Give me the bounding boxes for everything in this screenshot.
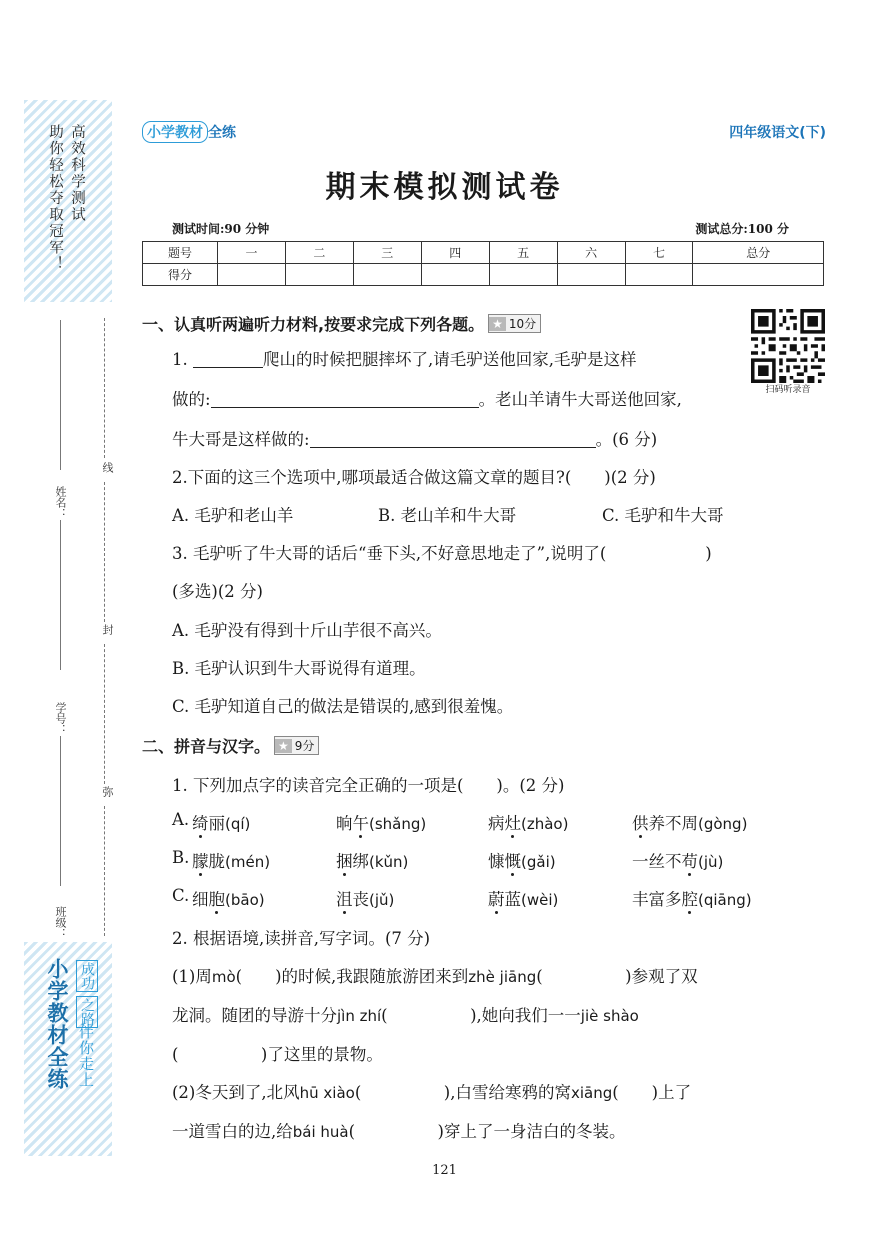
s1-q1-text4: 牛大哥是这样做的:: [172, 430, 310, 449]
s1-q1-blank1[interactable]: [193, 351, 263, 368]
s2-q1-option-b-label[interactable]: B.: [172, 848, 190, 867]
score-header-cell: 六: [557, 242, 625, 264]
pinyin: hū xiào: [299, 1084, 355, 1102]
s1-q1-text5: 。(6 分): [595, 430, 658, 449]
s2-q1-c-item2: [336, 886, 394, 910]
s2-q2-para1-line1: [172, 963, 698, 987]
s2-q1-a-item3: [488, 810, 568, 834]
plain-char: 一丝不: [632, 852, 682, 871]
dotted-char: 朦: [192, 852, 209, 871]
plain-char: 蓝: [504, 890, 521, 909]
s2-q1-c-item3: [488, 886, 558, 910]
test-time: 测试时间:90 分钟: [172, 222, 270, 236]
dotted-char: 胞: [208, 890, 225, 909]
score-cell[interactable]: [421, 264, 489, 286]
s2-q2: 2. 根据语境,读拼音,写字词。(7 分): [172, 929, 431, 948]
s1-q3-option-a[interactable]: A. 毛驴没有得到十斤山芋很不高兴。: [172, 621, 442, 640]
s2-text: ( ),白雪给寒鸦的窝: [354, 1083, 571, 1102]
cut-line-mid: [104, 482, 105, 622]
score-header-cell: 三: [353, 242, 421, 264]
score-row-label: 得分: [143, 264, 218, 286]
id-field-line: [60, 736, 61, 886]
cut-mark-1: 线: [101, 462, 114, 473]
s2-q1-b-item2: [336, 848, 408, 872]
dotted-char: 慨: [504, 852, 521, 871]
grade-label: 四年级语文(下): [729, 125, 826, 141]
s1-q2-option-a[interactable]: A. 毛驴和老山羊: [172, 506, 294, 525]
s1-q2: 2.下面的这三个选项中,哪项最适合做这篇文章的题目?( )(2 分): [172, 468, 656, 487]
s2-q1-option-a-label[interactable]: A.: [172, 810, 190, 829]
dotted-char: 捆: [336, 852, 353, 871]
score-header-cell: 一: [218, 242, 286, 264]
s2-text: ( )参观了双: [536, 967, 698, 986]
pinyin: (mén): [225, 853, 271, 871]
s1-q1-blank3[interactable]: [310, 431, 596, 448]
section2-points: 9分: [294, 739, 315, 753]
star-icon: ★: [275, 739, 292, 753]
dotted-char: 苟: [681, 852, 698, 871]
brand-logo-pill: 小学教材: [142, 121, 208, 143]
s2-text: ( )的时候,我跟随旅游团来到: [235, 967, 469, 986]
cut-line-bottom: [104, 806, 105, 936]
pinyin: mò: [211, 968, 236, 986]
plain-char: 晌: [336, 814, 353, 833]
s2-text: (1)周: [172, 967, 212, 986]
cut-mark-2: 封: [101, 624, 114, 635]
s2-q2-para1-line2: [172, 1002, 639, 1026]
s2-q1-option-c-label[interactable]: C.: [172, 886, 190, 905]
qr-code-icon[interactable]: [751, 308, 825, 384]
plain-char: 丽: [208, 814, 225, 833]
sidebar-brand-sub: 伴你走上: [77, 1024, 95, 1088]
name-field-line-lower: [60, 520, 61, 670]
score-header-cell: 七: [625, 242, 693, 264]
section1-heading: [142, 312, 541, 335]
plain-char: 丧: [352, 890, 369, 909]
s2-q1-b-item1: [192, 848, 270, 872]
s2-q1-c-item1: [192, 886, 265, 910]
pinyin: (qí): [225, 815, 251, 833]
pinyin: zhè jiāng: [468, 968, 537, 986]
s1-q3-option-b[interactable]: B. 毛驴认识到牛大哥说得有道理。: [172, 659, 426, 678]
test-total: 测试总分:100 分: [695, 222, 789, 236]
section1-points-badge: [488, 314, 541, 333]
s1-q2-option-b[interactable]: B. 老山羊和牛大哥: [378, 506, 517, 525]
s2-q1-a-item1: [192, 810, 250, 834]
pinyin: bái huà: [292, 1123, 349, 1141]
dotted-char: 绮: [192, 814, 209, 833]
score-cell[interactable]: [693, 264, 824, 286]
s1-q3-note: (多选)(2 分): [172, 582, 263, 601]
score-table-score-row: [143, 264, 824, 286]
score-cell[interactable]: [557, 264, 625, 286]
s2-q2-para2-line2: [172, 1118, 625, 1142]
page-number: 121: [432, 1163, 457, 1178]
pinyin: (qiāng): [698, 891, 752, 909]
s2-q1-a-item2: [336, 810, 426, 834]
dotted-char: 午: [352, 814, 369, 833]
s1-q2-option-c[interactable]: C. 毛驴和牛大哥: [602, 506, 724, 525]
pinyin: (bāo): [225, 891, 265, 909]
pinyin: jìn zhí: [337, 1007, 382, 1025]
s2-q1-a-item4: [632, 810, 747, 834]
s1-q1-line3: [172, 426, 657, 450]
star-icon: ★: [489, 317, 506, 331]
score-table: [142, 241, 824, 286]
pinyin: xiāng: [570, 1084, 613, 1102]
score-cell[interactable]: [285, 264, 353, 286]
class-field-label: 班级：: [54, 906, 67, 939]
score-cell[interactable]: [218, 264, 286, 286]
pinyin: (gǎi): [521, 853, 556, 871]
plain-char: 细: [192, 890, 209, 909]
s1-q1-text3: 。老山羊请牛大哥送他回家,: [478, 390, 682, 409]
s2-text: 龙洞。随团的导游十分: [172, 1006, 337, 1025]
section2-points-badge: [274, 736, 319, 755]
dotted-char: 灶: [504, 814, 521, 833]
s2-text: ( )上了: [612, 1083, 692, 1102]
pinyin: jiè shào: [580, 1007, 639, 1025]
id-field-label: 学号：: [54, 702, 67, 735]
score-header-cell: 二: [285, 242, 353, 264]
score-header-cell: 题号: [143, 242, 218, 264]
plain-char: 丰富多: [632, 890, 682, 909]
name-field-label: 姓名：: [54, 486, 67, 519]
sidebar-slogan-line1: 高效科学测试: [69, 124, 85, 223]
s2-q2-para2-line1: [172, 1079, 691, 1103]
dotted-char: 蔚: [488, 890, 505, 909]
s2-text: (2)冬天到了,北风: [172, 1083, 300, 1102]
s2-text: ( ),她向我们一一: [381, 1006, 581, 1025]
section1-title: 一、认真听两遍听力材料,按要求完成下列各题。: [142, 315, 485, 334]
plain-char: 养不周: [648, 814, 698, 833]
sidebar-brand-main: 小学教材全练: [45, 958, 69, 1090]
s2-q1-b-item4: [632, 848, 723, 872]
score-cell[interactable]: [353, 264, 421, 286]
pinyin: (shǎng): [369, 815, 427, 833]
pinyin: (kǔn): [369, 853, 409, 871]
dotted-char: 沮: [336, 890, 353, 909]
sidebar-brand-box-2: 之路: [76, 996, 98, 1028]
name-field-line: [60, 320, 61, 470]
cut-line-mid2: [104, 644, 105, 784]
score-cell[interactable]: [489, 264, 557, 286]
sidebar-brand-box-1: 成功: [76, 960, 98, 992]
pinyin: (wèi): [521, 891, 559, 909]
qr-caption: 扫码听录音: [765, 385, 811, 395]
s1-q3-option-c[interactable]: C. 毛驴知道自己的做法是错误的,感到很羞愧。: [172, 697, 514, 716]
brand-logo-text: 全练: [208, 125, 236, 141]
s1-q1-text2: 做的:: [172, 390, 211, 409]
pinyin: (zhào): [521, 815, 569, 833]
brand-logo: [142, 121, 236, 143]
s1-q3: 3. 毛驴听了牛大哥的话后“垂下头,不好意思地走了”,说明了( ): [172, 544, 712, 563]
cut-line-top: [104, 318, 105, 458]
s2-q2-para1-line3: ( )了这里的景物。: [172, 1045, 383, 1064]
page-title: 期末模拟测试卷: [325, 170, 564, 205]
score-header-cell: 总分: [693, 242, 824, 264]
pinyin: (jǔ): [369, 891, 395, 909]
dotted-char: 腔: [681, 890, 698, 909]
plain-char: 胧: [208, 852, 225, 871]
s1-q1-line2: [172, 386, 682, 410]
s2-q1-b-item3: [488, 848, 556, 872]
section1-points: 10分: [508, 317, 537, 331]
score-header-cell: 四: [421, 242, 489, 264]
s2-q1-c-item4: [632, 886, 752, 910]
cut-mark-3: 弥: [101, 786, 114, 797]
score-table-header-row: [143, 242, 824, 264]
pinyin: (gòng): [698, 815, 748, 833]
s1-q1-number: 1.: [172, 350, 188, 369]
plain-char: 绑: [352, 852, 369, 871]
section2-heading: [142, 734, 319, 757]
s2-text: ( )穿上了一身洁白的冬装。: [348, 1122, 626, 1141]
s2-q1: 1. 下列加点字的读音完全正确的一项是( )。(2 分): [172, 776, 565, 795]
score-header-cell: 五: [489, 242, 557, 264]
pinyin: (jù): [698, 853, 724, 871]
sidebar-slogan-line2: 助你轻松夺取冠军！: [47, 124, 63, 273]
s1-q1-text1: 爬山的时候把腿摔坏了,请毛驴送他回家,毛驴是这样: [263, 350, 637, 369]
s2-text: 一道雪白的边,给: [172, 1122, 293, 1141]
plain-char: 病: [488, 814, 505, 833]
plain-char: 慷: [488, 852, 505, 871]
s1-q1-blank2[interactable]: [211, 391, 479, 408]
section2-title: 二、拼音与汉字。: [142, 737, 271, 756]
dotted-char: 供: [632, 814, 649, 833]
s1-q1-line1: [172, 346, 637, 370]
score-cell[interactable]: [625, 264, 693, 286]
